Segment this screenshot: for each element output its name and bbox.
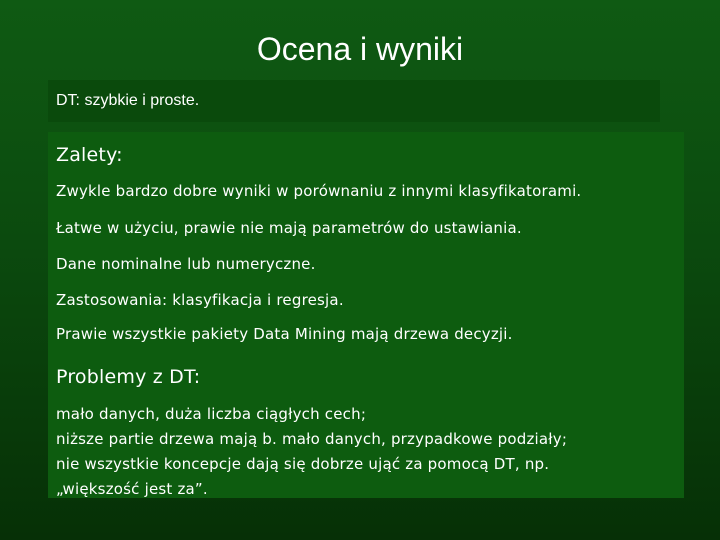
advantage-item: Dane nominalne lub numeryczne. — [56, 255, 316, 273]
problem-item: niższe partie drzewa mają b. mało danych, przypadkowe podziały; — [56, 430, 568, 448]
problem-item: mało danych, duża liczba ciągłych cech; — [56, 405, 367, 423]
subtitle-text: DT: szybkie i proste. — [56, 92, 200, 109]
content-box — [48, 132, 684, 498]
problems-heading: Problemy z DT: — [56, 366, 201, 388]
problem-item: „większość jest za”. — [56, 480, 208, 498]
advantage-item: Łatwe w użyciu, prawie nie mają parametrów do ustawiania. — [56, 219, 522, 237]
problems-list — [56, 402, 676, 502]
advantages-heading: Zalety: — [56, 144, 123, 166]
advantage-item: Prawie wszystkie pakiety Data Mining mają drzewa decyzji. — [56, 325, 513, 343]
problem-item: nie wszystkie koncepcje dają się dobrze ująć za pomocą DT, np. — [56, 455, 550, 473]
slide-title: Ocena i wyniki — [256, 31, 464, 67]
advantage-item: Zastosowania: klasyfikacja i regresja. — [56, 291, 344, 309]
advantage-item: Zwykle bardzo dobre wyniki w porównaniu z innymi klasyfikatorami. — [56, 182, 582, 200]
subtitle-box — [48, 80, 660, 122]
